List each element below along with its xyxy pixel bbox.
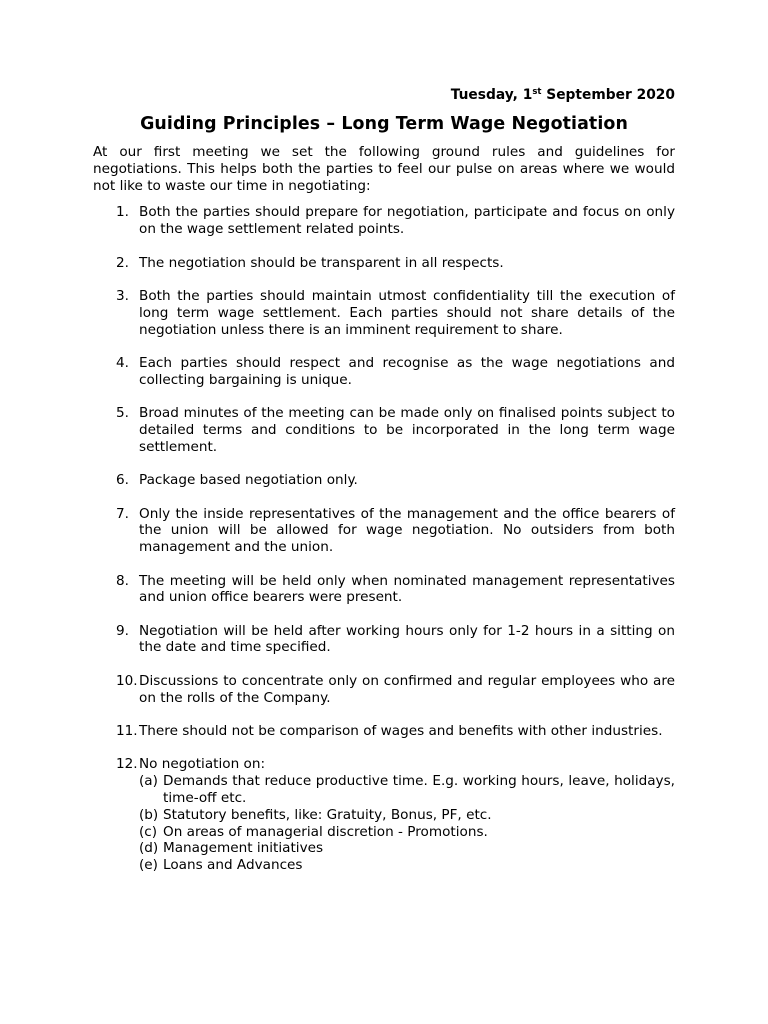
list-item (93, 288, 675, 338)
sub-list-item-text: Demands that reduce productive time. E.g. working hours, leave, holidays, time-off etc. (163, 773, 675, 807)
list-item (93, 756, 675, 874)
list-item-number: 1. (116, 204, 129, 221)
list-item (93, 204, 675, 238)
list-item-text: There should not be comparison of wages and benefits with other industries. (139, 723, 663, 740)
list-item (93, 472, 675, 489)
document-page (93, 86, 675, 891)
intro-paragraph: At our first meeting we set the following ground rules and guidelines for negotiations. This helps both the parties to feel our pulse on areas where we would not like to waste our time in negotiating: (93, 144, 675, 194)
list-item-body (139, 756, 675, 874)
list-item-text: Both the parties should prepare for negotiation, participate and focus on only on the wage settlement related points. (139, 204, 675, 238)
sub-list-item (139, 857, 675, 874)
sub-list-item (139, 824, 675, 841)
list-item (93, 573, 675, 607)
sub-list-item-label: (a) (139, 773, 158, 790)
list-item-number: 12. (116, 756, 138, 773)
list-item (93, 673, 675, 707)
list-item-text: Broad minutes of the meeting can be made only on finalised points subject to detailed terms and conditions to be incorporated in the long term wage settlement. (139, 405, 675, 455)
list-item-text: Package based negotiation only. (139, 472, 358, 489)
list-item-number: 4. (116, 354, 129, 371)
list-item (93, 255, 675, 272)
date-day: Tuesday, 1 (450, 87, 533, 103)
principles-list (93, 204, 675, 874)
list-item-number: 3. (116, 287, 129, 304)
list-item (93, 723, 675, 740)
list-item-number: 8. (116, 572, 129, 589)
list-item-text: The negotiation should be transparent in all respects. (139, 254, 504, 271)
list-item-text: Negotiation will be held after working hours only for 1-2 hours in a sitting on the date and time specified. (139, 622, 675, 656)
list-item-number: 6. (116, 472, 129, 489)
list-item (93, 623, 675, 657)
list-item-text: Discussions to concentrate only on confirmed and regular employees who are on the rolls of the Company. (139, 672, 675, 706)
list-item-number: 10. (116, 672, 138, 689)
sub-list-item-text: Statutory benefits, like: Gratuity, Bonus, PF, etc. (163, 806, 492, 823)
document-title: Guiding Principles – Long Term Wage Negotiation (140, 114, 628, 134)
sub-list-item-text: Loans and Advances (163, 857, 303, 874)
sub-list-item (139, 807, 675, 824)
list-item-number: 11. (116, 723, 138, 740)
document-date (93, 86, 675, 104)
sub-list-item-label: (d) (139, 840, 159, 857)
list-item-number: 2. (116, 254, 129, 271)
list-item (93, 355, 675, 389)
list-item-text: No negotiation on: (139, 756, 266, 773)
list-item-text: Only the inside representatives of the management and the office bearers of the union will be allowed for wage negotiation. No outsiders from both management and the union. (139, 505, 675, 556)
sub-list-item-text: Management initiatives (163, 840, 324, 857)
sub-list-item-label: (c) (139, 823, 158, 840)
list-item-number: 9. (116, 622, 129, 639)
list-item-number: 7. (116, 505, 129, 522)
list-item-text: The meeting will be held only when nominated management representatives and union office bearers were present. (139, 572, 675, 606)
date-month-year: September 2020 (541, 87, 675, 103)
sub-list-item (139, 773, 675, 807)
date-ordinal: st (532, 87, 542, 97)
list-item (93, 506, 675, 556)
list-item-text: Both the parties should maintain utmost confidentiality till the execution of long term wage settlement. Each parties should not share details of the negotiation unless there is an imminent requirement to share. (139, 287, 675, 338)
sub-list-item (139, 840, 675, 857)
sub-list-item-label: (b) (139, 806, 159, 823)
sub-list-item-label: (e) (139, 857, 158, 874)
sub-list-item-text: On areas of managerial discretion - Promotions. (163, 823, 488, 840)
list-item-text: Each parties should respect and recognise as the wage negotiations and collecting bargaining is unique. (139, 354, 675, 388)
list-item (93, 405, 675, 455)
list-item-number: 5. (116, 405, 129, 422)
